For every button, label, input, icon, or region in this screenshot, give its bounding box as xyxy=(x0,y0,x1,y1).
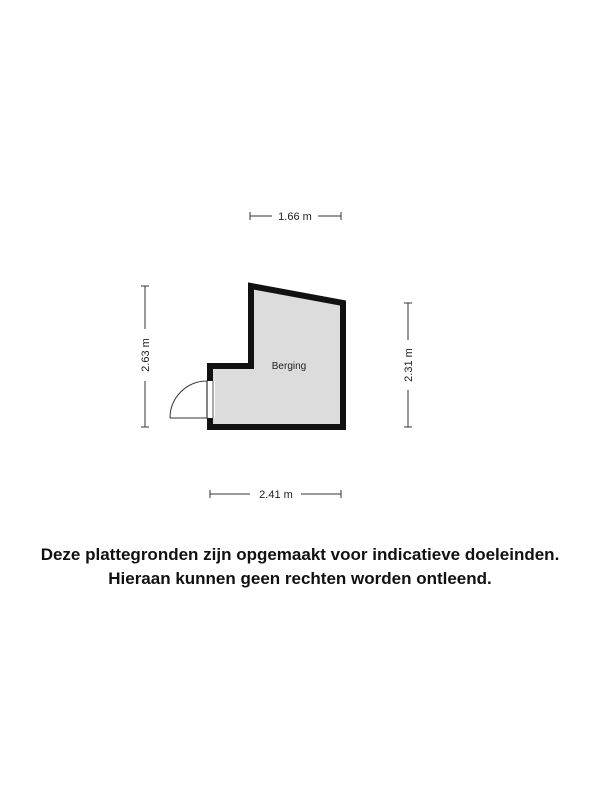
dimension-bottom-label: 2.41 m xyxy=(259,489,293,501)
disclaimer-line-2: Hieraan kunnen geen rechten worden ontleend. xyxy=(108,569,492,588)
dimension-left-label: 2.63 m xyxy=(140,338,152,372)
dimension-right xyxy=(403,303,415,427)
room-label: Berging xyxy=(271,361,307,372)
disclaimer-line-1: Deze plattegronden zijn opgemaakt voor indicatieve doeleinden. xyxy=(40,545,560,564)
disclaimer xyxy=(0,543,600,591)
dimension-top-label: 1.66 m xyxy=(278,211,312,223)
dimension-right-label: 2.31 m xyxy=(403,348,415,382)
door-swing-arc xyxy=(170,381,207,418)
dimension-bottom xyxy=(210,489,341,501)
dimension-top xyxy=(250,211,341,223)
room-floor xyxy=(210,286,343,427)
dimension-left xyxy=(140,286,152,427)
